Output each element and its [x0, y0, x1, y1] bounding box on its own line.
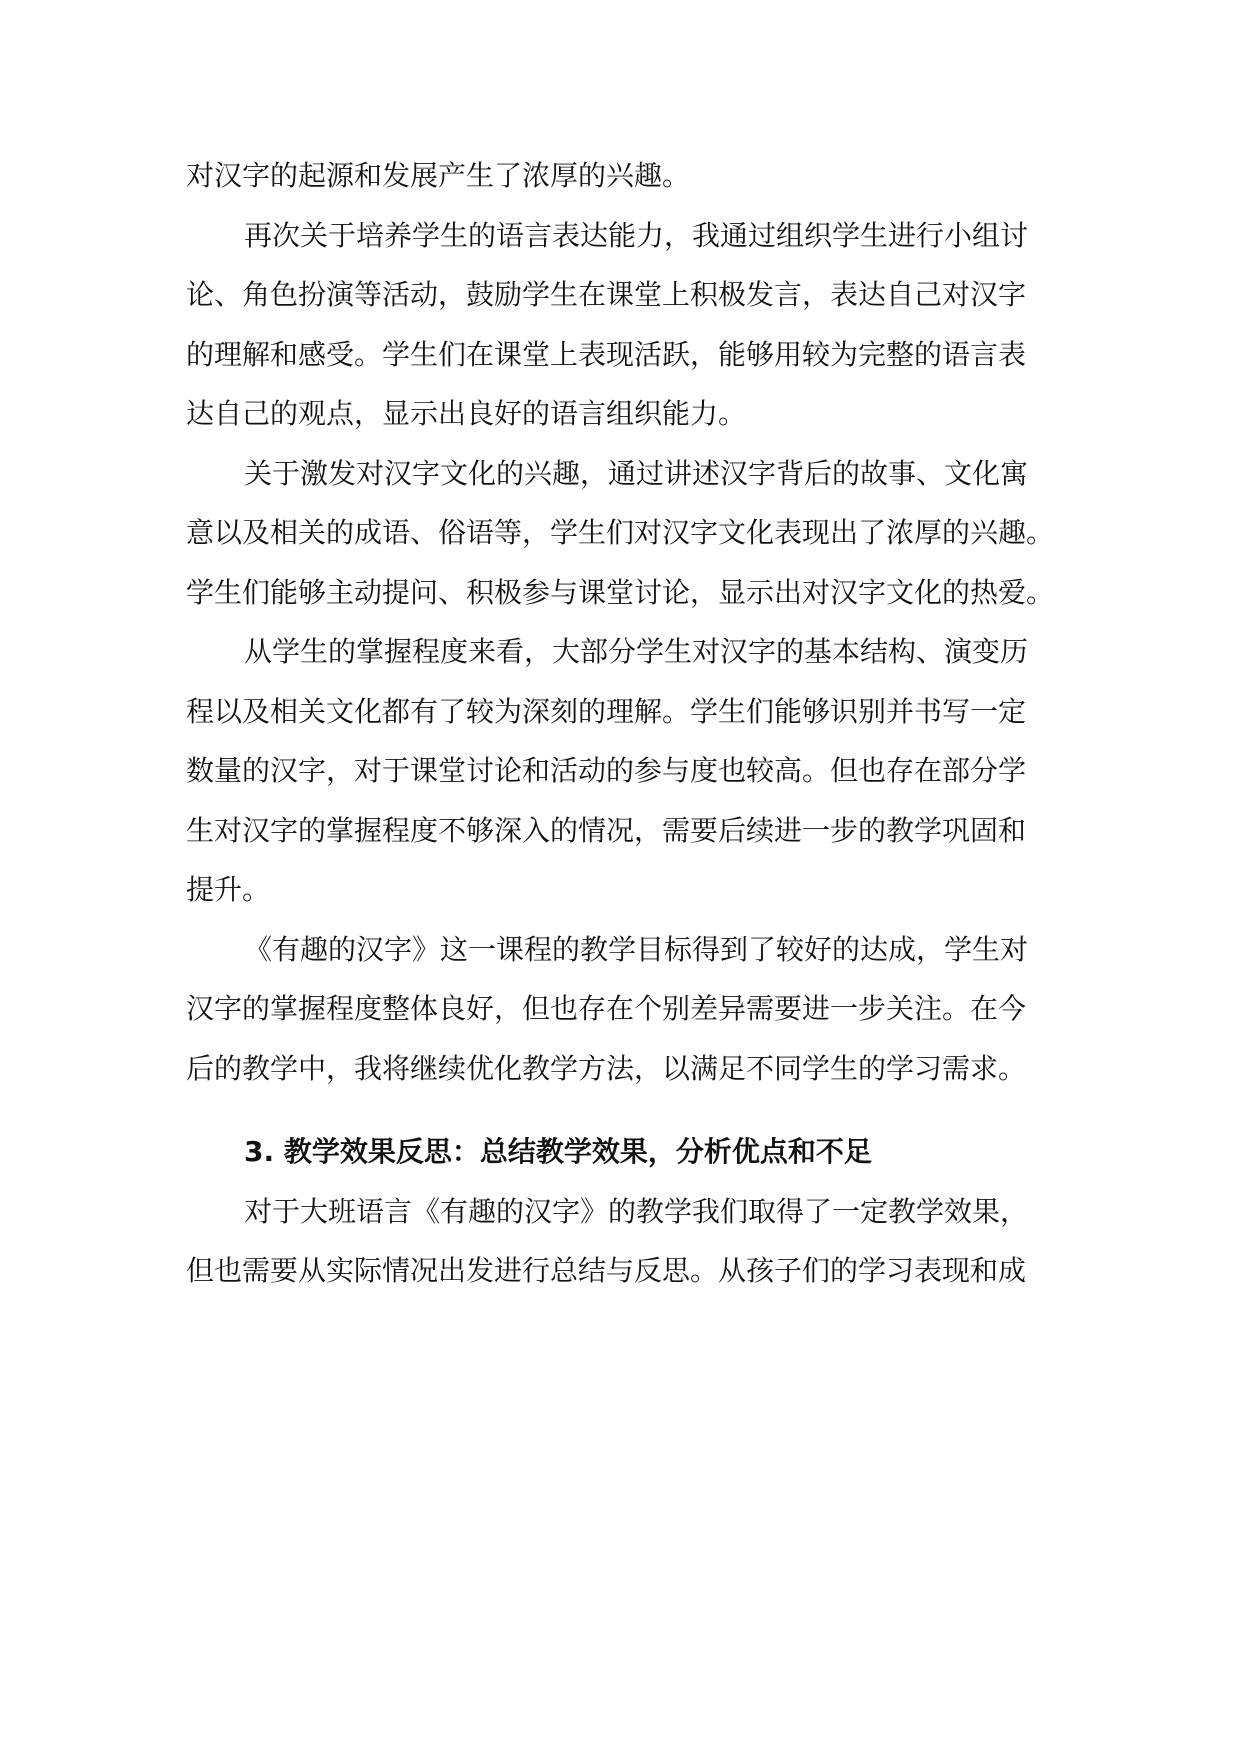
paragraph-1: [186, 146, 1056, 206]
text-line: 达自己的观点，显示出良好的语言组织能力。: [186, 397, 747, 430]
paragraph-3: [186, 444, 1056, 623]
text-line: 论、角色扮演等活动，鼓励学生在课堂上积极发言，表达自己对汉字: [186, 278, 1027, 311]
text-line: 再次关于培养学生的语言表达能力，我通过组织学生进行小组讨: [244, 218, 1029, 252]
document-body: [186, 146, 1056, 1301]
text-line: 关于激发对汉字文化的兴趣，通过讲述汉字背后的故事、文化寓: [244, 456, 1029, 490]
text-line: 数量的汉字，对于课堂讨论和活动的参与度也较高。但也存在部分学: [186, 754, 1027, 787]
text-line: 的理解和感受。学生们在课堂上表现活跃，能够用较为完整的语言表: [186, 337, 1027, 371]
text-line: 汉字的掌握程度整体良好，但也存在个别差异需要进一步关注。在今: [186, 992, 1027, 1025]
text-line: 意以及相关的成语、俗语等，学生们对汉字文化表现出了浓厚的兴趣。: [186, 516, 1055, 549]
paragraph-5: [186, 920, 1056, 1099]
text-line: 后的教学中，我将继续优化教学方法，以满足不同学生的学习需求。: [186, 1051, 1027, 1085]
text-line: 《有趣的汉字》这一课程的教学目标得到了较好的达成，学生对: [244, 932, 1029, 966]
text-line: 提升。: [186, 873, 271, 906]
text-line: 程以及相关文化都有了较为深刻的理解。学生们能够识别并书写一定: [186, 694, 1027, 728]
text-line: 生对汉字的掌握程度不够深入的情况，需要后续进一步的教学巩固和: [186, 813, 1027, 847]
section-heading: 3. 教学效果反思：总结教学效果，分析优点和不足: [244, 1135, 872, 1168]
text-line: 对汉字的起源和发展产生了浓厚的兴趣。: [186, 159, 691, 192]
paragraph-2: [186, 206, 1056, 444]
text-line: 但也需要从实际情况出发进行总结与反思。从孩子们的学习表现和成: [186, 1254, 1027, 1287]
paragraph-4: [186, 622, 1056, 920]
text-line: 对于大班语言《有趣的汉字》的教学我们取得了一定教学效果，: [244, 1194, 1029, 1228]
paragraph-6: [186, 1182, 1056, 1301]
text-line: 从学生的掌握程度来看，大部分学生对汉字的基本结构、演变历: [244, 635, 1029, 668]
text-line: 学生们能够主动提问、积极参与课堂讨论，显示出对汉字文化的热爱。: [186, 575, 1055, 609]
